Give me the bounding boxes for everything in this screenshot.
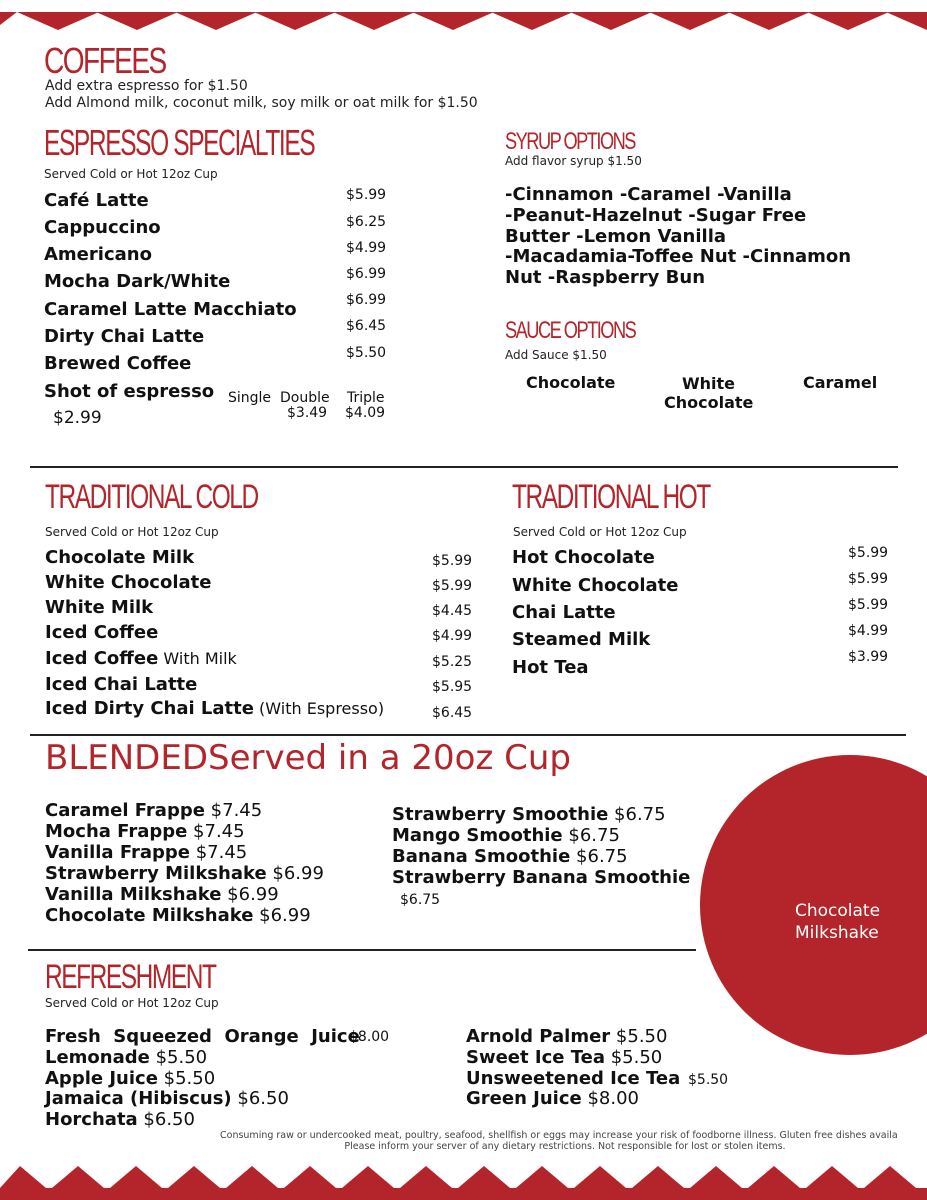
menu-item-price: $7.45 [204, 800, 263, 821]
section-divider [30, 466, 898, 468]
sauce-subtitle: Add Sauce $1.50 [505, 348, 607, 362]
sauce-caramel: Caramel [803, 373, 878, 392]
menu-item-price: $8.00 [581, 1088, 639, 1109]
syrup-line: Butter -Lemon Vanilla [505, 226, 727, 247]
menu-item-price: $7.45 [189, 842, 248, 863]
menu-item-price: $8.00 [349, 1029, 390, 1045]
coffees-note-espresso: Add extra espresso for $1.50 [45, 78, 248, 94]
menu-item-price: $4.99 [346, 240, 387, 256]
menu-item-price: $6.25 [346, 214, 387, 230]
menu-item-price: $6.50 [137, 1109, 195, 1130]
menu-item-name: Horchata [45, 1109, 138, 1130]
menu-item-price: $6.75 [570, 846, 628, 867]
menu-item-price: $6.99 [346, 292, 387, 308]
syrup-line: -Macadamia-Toffee Nut -Cinnamon [505, 246, 852, 267]
sauce-chocolate: Chocolate [526, 373, 616, 392]
menu-item-name: White Chocolate [512, 575, 679, 596]
menu-item-row [392, 867, 690, 888]
menu-item-extra: With Milk [158, 649, 237, 668]
circle-label-line: Chocolate [795, 901, 881, 921]
menu-item-price: $6.45 [432, 705, 473, 721]
menu-item-name: Lemonade [45, 1047, 150, 1068]
menu-item-name: Apple Juice [45, 1068, 158, 1089]
menu-item-name: Strawberry Smoothie [392, 804, 609, 825]
menu-item-name: Brewed Coffee [44, 353, 192, 374]
menu-item-name: Caramel Latte Macchiato [44, 299, 297, 320]
menu-item-name: Hot Chocolate [512, 547, 655, 568]
menu-item-name: Strawberry Banana Smoothie [392, 867, 691, 888]
shot-espresso-price: $2.99 [53, 408, 102, 428]
syrup-subtitle: Add flavor syrup $1.50 [505, 154, 642, 168]
menu-item-row [45, 1088, 289, 1109]
sauce-white-label: White [682, 374, 736, 393]
menu-item-price: $6.75 [400, 892, 441, 908]
menu-item-row [392, 846, 628, 867]
menu-item-name: White Milk [45, 597, 154, 618]
menu-item-row [45, 905, 311, 926]
menu-item-row [45, 842, 247, 863]
menu-item-row [392, 804, 666, 825]
menu-item-name: Vanilla Milkshake [45, 884, 222, 905]
menu-item-price: $5.99 [346, 187, 387, 203]
trad-cold-title: TRADITIONAL COLD [45, 478, 258, 516]
menu-item-name: Banana Smoothie [392, 846, 571, 867]
section-divider [28, 949, 696, 951]
menu-item-name: Jamaica (Hibiscus) [45, 1088, 232, 1109]
menu-item-row [45, 1047, 207, 1068]
espresso-title: ESPRESSO SPECIALTIES [44, 122, 315, 163]
coffees-title: COFFEES [44, 40, 166, 81]
menu-item-price: $6.99 [346, 266, 387, 282]
shot-single-label: Single [228, 390, 272, 406]
menu-item-price: $5.99 [848, 597, 889, 613]
menu-item-name: Vanilla Frappe [45, 842, 190, 863]
menu-item-row [466, 1026, 667, 1047]
top-zigzag-border [0, 0, 927, 30]
menu-item-row [45, 1068, 215, 1089]
menu-item-name: Green Juice [466, 1088, 582, 1109]
menu-item-name: Steamed Milk [512, 629, 651, 650]
shot-double-price: $3.49 [287, 405, 328, 421]
menu-item-price: $5.99 [848, 571, 889, 587]
blended-title: BLENDEDServed in a 20oz Cup [45, 738, 571, 778]
menu-item-row [45, 821, 245, 842]
menu-item-price: $5.99 [432, 578, 473, 594]
menu-item-name: Iced Coffee [45, 648, 159, 669]
menu-item-name: Americano [44, 244, 152, 265]
menu-item-price: $3.99 [848, 649, 889, 665]
shot-double-label: Double [280, 390, 330, 406]
menu-item-name: Strawberry Milkshake [45, 863, 267, 884]
section-divider [30, 734, 906, 736]
sauce-title: SAUCE OPTIONS [505, 317, 636, 344]
syrup-title: SYRUP OPTIONS [505, 128, 635, 155]
menu-item-name: Chocolate Milkshake [45, 905, 254, 926]
trad-hot-title: TRADITIONAL HOT [512, 478, 710, 516]
menu-item-name: Caramel Frappe [45, 800, 205, 821]
trad-cold-subtitle: Served Cold or Hot 12oz Cup [45, 525, 219, 539]
menu-item-price: $6.45 [346, 318, 387, 334]
menu-item-price: $7.45 [187, 821, 245, 842]
menu-item-name: Iced Chai Latte [45, 674, 198, 695]
shot-triple-label: Triple [347, 390, 385, 406]
menu-item-price: $5.50 [149, 1047, 208, 1068]
menu-item-name: Chai Latte [512, 602, 616, 623]
menu-item-name: Iced Dirty Chai Latte [45, 698, 254, 719]
menu-item-price: $6.75 [608, 804, 666, 825]
menu-item-price: $5.50 [688, 1072, 729, 1088]
menu-item-price: $6.75 [562, 825, 620, 846]
menu-item-name: Dirty Chai Latte [44, 326, 205, 347]
bottom-zigzag-border [0, 1166, 927, 1200]
menu-item-name: Iced Coffee [45, 622, 159, 643]
menu-item-price: $6.99 [221, 884, 279, 905]
menu-item-row [45, 863, 324, 884]
espresso-subtitle: Served Cold or Hot 12oz Cup [44, 167, 218, 181]
menu-item-row [466, 1068, 680, 1089]
circle-label [795, 900, 885, 944]
menu-item-price: $4.45 [432, 603, 473, 619]
menu-item-row [45, 800, 262, 821]
menu-item-price: $4.99 [848, 623, 889, 639]
refreshment-title: REFRESHMENT [45, 958, 216, 996]
menu-item-row [45, 1109, 195, 1130]
menu-item-row [45, 698, 384, 719]
menu-item-name: Fresh Squeezed Orange Juice [45, 1026, 360, 1047]
sauce-white-chocolate: Chocolate [664, 393, 754, 412]
menu-item-row [466, 1047, 662, 1068]
menu-item-price: $6.99 [266, 863, 324, 884]
menu-item-name: Sweet Ice Tea [466, 1047, 605, 1068]
menu-item-price: $5.25 [432, 654, 473, 670]
refreshment-subtitle: Served Cold or Hot 12oz Cup [45, 996, 219, 1010]
menu-item-price: $5.95 [432, 679, 473, 695]
shot-triple-price: $4.09 [345, 405, 386, 421]
menu-item-name: Arnold Palmer [466, 1026, 611, 1047]
menu-item-row [466, 1088, 639, 1109]
menu-item-row [45, 884, 279, 905]
trad-hot-subtitle: Served Cold or Hot 12oz Cup [513, 525, 687, 539]
menu-item-name: White Chocolate [45, 572, 212, 593]
menu-item-row [45, 648, 237, 669]
menu-item-price: $6.99 [253, 905, 311, 926]
menu-item-name: Cappuccino [44, 217, 161, 238]
menu-item-price: $5.50 [610, 1026, 668, 1047]
circle-label-line: Milkshake [795, 923, 879, 943]
menu-item-name: Chocolate Milk [45, 547, 195, 568]
menu-item-name: Unsweetened Ice Tea [466, 1068, 681, 1089]
menu-item-price: $6.50 [231, 1088, 289, 1109]
menu-item-price: $5.50 [346, 345, 387, 361]
syrup-line: -Cinnamon -Caramel -Vanilla [505, 184, 792, 205]
menu-item-price: $5.50 [157, 1068, 216, 1089]
menu-item-extra: (With Espresso) [253, 699, 385, 718]
menu-item-name: Hot Tea [512, 657, 589, 678]
menu-item-price: $5.99 [432, 553, 473, 569]
shot-espresso-name: Shot of espresso [44, 381, 215, 402]
menu-item-price: $5.99 [848, 545, 889, 561]
coffees-note-milk: Add Almond milk, coconut milk, soy milk or oat milk for $1.50 [45, 95, 478, 111]
menu-item-price: $4.99 [432, 628, 473, 644]
menu-item-price: $5.50 [604, 1047, 663, 1068]
disclaimer-line: Please inform your server of any dietary restrictions. Not responsible for lost or stolen items. [344, 1141, 786, 1152]
menu-item-row [392, 825, 620, 846]
menu-item-name: Mocha Frappe [45, 821, 188, 842]
menu-item-name: Mocha Dark/White [44, 271, 231, 292]
menu-item-name: Mango Smoothie [392, 825, 563, 846]
syrup-line: Nut -Raspberry Bun [505, 267, 706, 288]
menu-item-name: Café Latte [44, 190, 149, 211]
syrup-line: -Peanut-Hazelnut -Sugar Free [505, 205, 807, 226]
disclaimer-line: Consuming raw or undercooked meat, poultry, seafood, shellfish or eggs may increase your risk of foodborne illness. Gluten free dishes availa [220, 1130, 898, 1141]
